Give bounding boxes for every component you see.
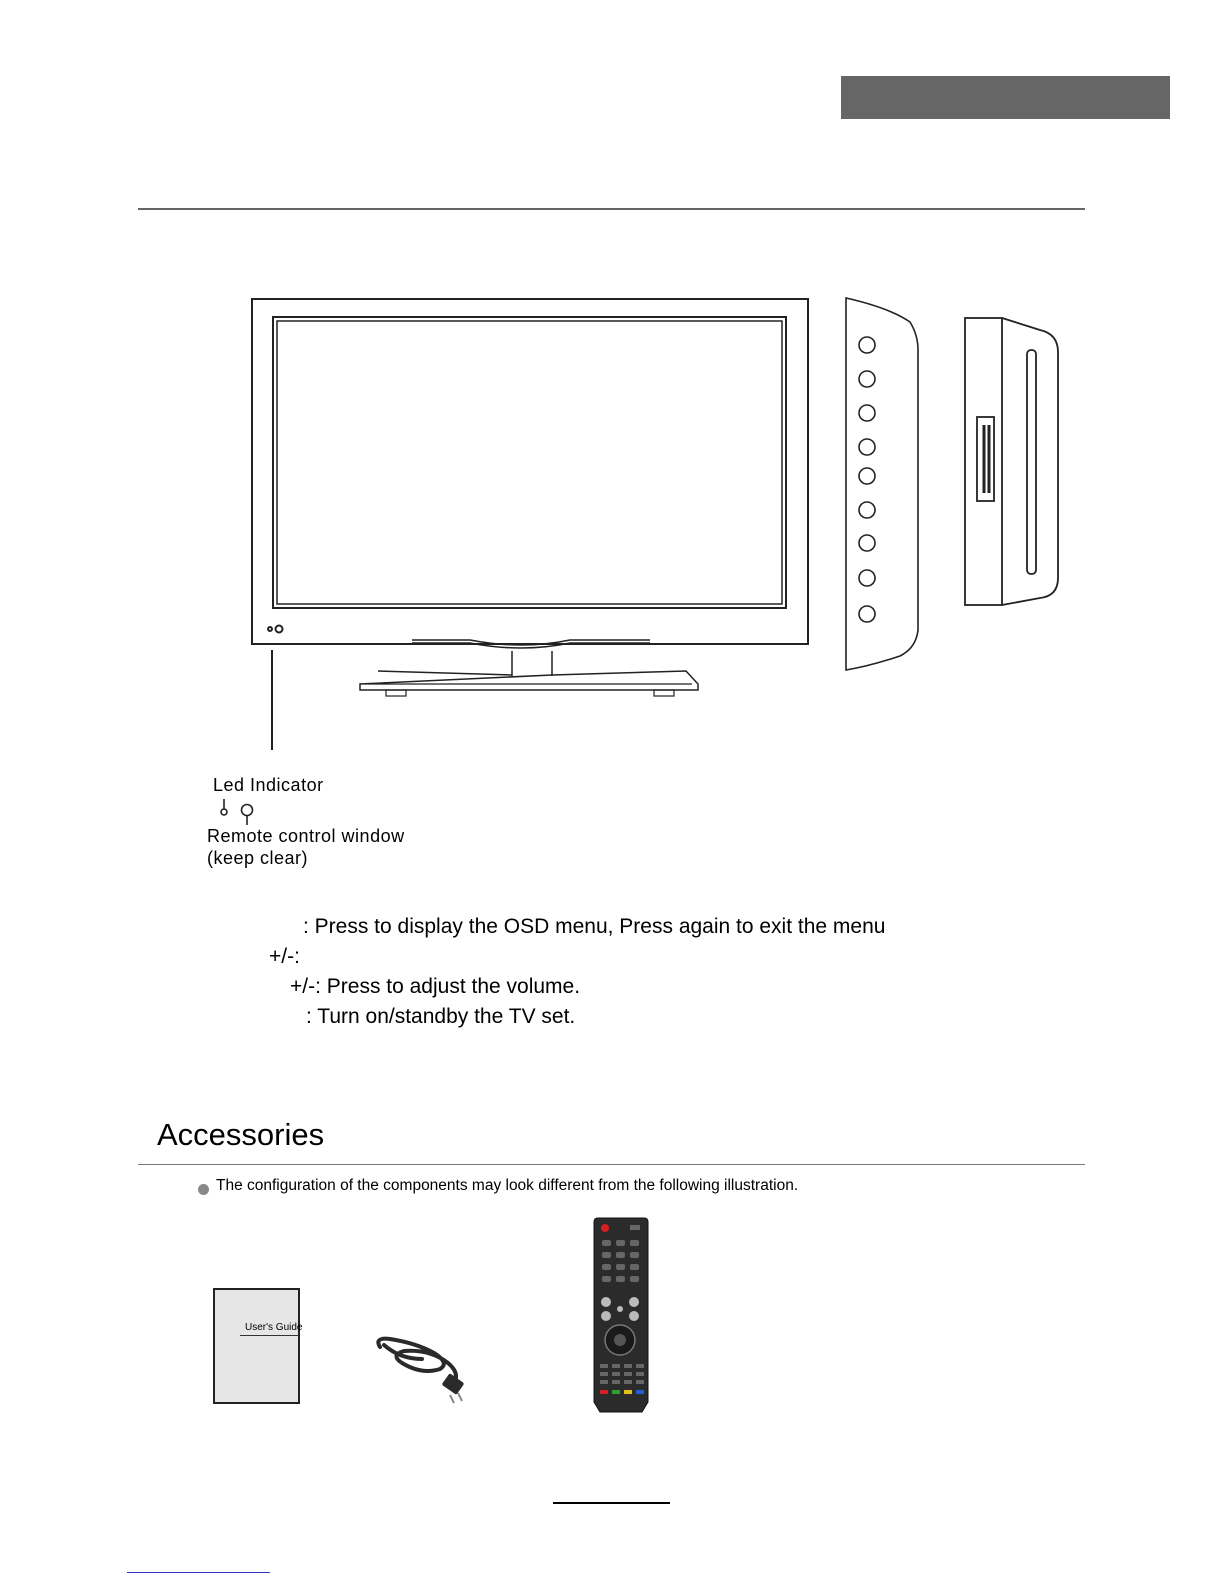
bullet-icon	[198, 1184, 209, 1195]
users-guide-underline	[240, 1335, 299, 1336]
accessories-note: The configuration of the components may look different from the following illustration.	[216, 1177, 799, 1194]
remote-window-label: Remote control window	[207, 826, 405, 846]
power-cord-icon	[370, 1333, 480, 1408]
led-indicator-label: Led Indicator	[213, 775, 324, 795]
accessories-rule	[138, 1164, 1085, 1165]
channel-button-description: +/-:	[269, 945, 300, 968]
tv-front-illustration	[252, 299, 808, 750]
tv-side-profile	[965, 318, 1058, 605]
page-number-underline	[553, 1502, 670, 1504]
footer-link-underline	[127, 1572, 270, 1573]
side-button-panel	[846, 298, 918, 670]
volume-button-description: +/-: Press to adjust the volume.	[290, 975, 581, 998]
keep-clear-label: (keep clear)	[207, 848, 309, 868]
menu-button-description: : Press to display the OSD menu, Press again to exit the menu	[303, 915, 886, 938]
accessories-title: Accessories	[157, 1117, 325, 1152]
users-guide-illustration	[213, 1288, 300, 1404]
users-guide-label: User's Guide	[245, 1322, 303, 1333]
remote-control-icon	[592, 1216, 650, 1416]
power-button-description: : Turn on/standby the TV set.	[306, 1005, 576, 1028]
tv-diagram	[0, 0, 1225, 760]
